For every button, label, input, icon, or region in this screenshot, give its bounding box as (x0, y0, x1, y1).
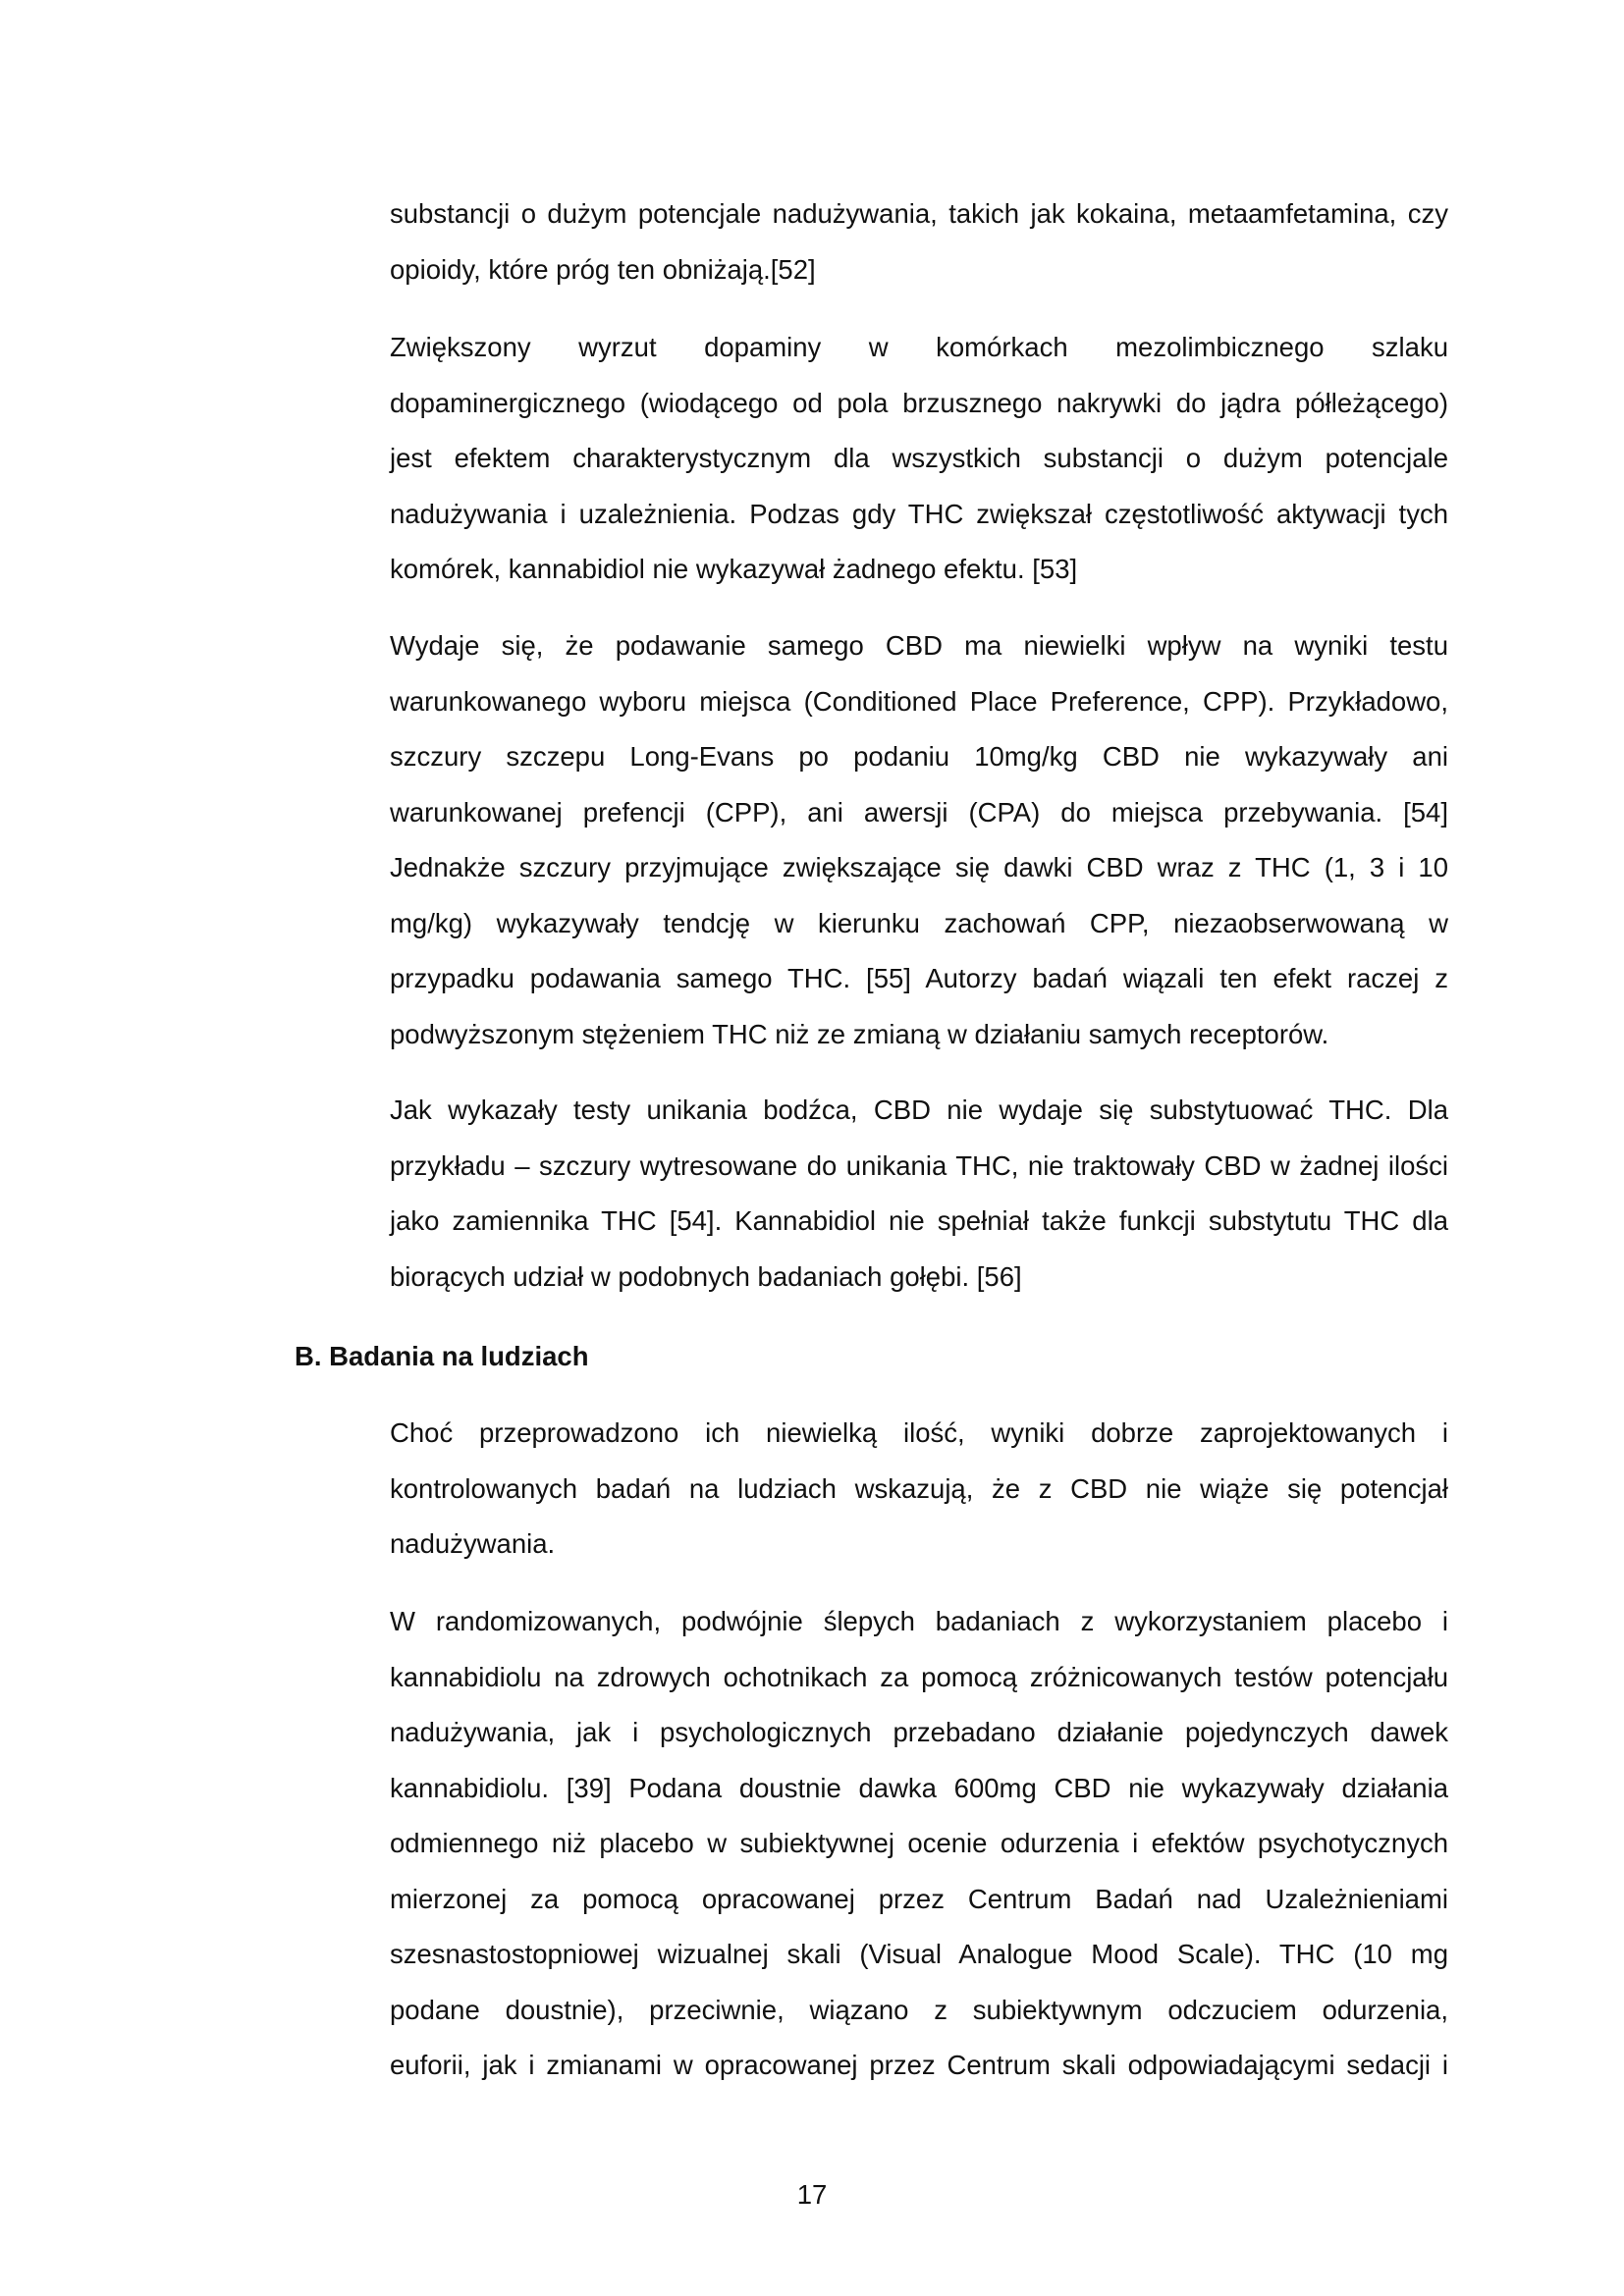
text-line: podane doustnie), przeciwnie, wiązano z subiektywnym odczuciem odurzenia, (390, 1994, 1448, 2025)
text-line: nadużywania, jak i psychologicznych przebadano działanie pojedynczych dawek (390, 1717, 1448, 1747)
text-line: mierzonej za pomocą opracowanej przez Centrum Badań nad Uzależnieniami (390, 1883, 1448, 1914)
text-line: podwyższonym stężeniem THC niż ze zmianą w działaniu samych receptorów. (390, 1018, 1329, 1049)
text-line: biorących udział w podobnych badaniach gołębi. [56] (390, 1260, 1022, 1292)
text-line: szesnastostopniowej wizualnej skali (Visual Analogue Mood Scale). THC (10 mg (390, 1939, 1448, 1969)
text-line: jest efektem charakterystycznym dla wszystkich substancji o dużym potencjale (390, 443, 1448, 473)
text-line: nadużywania i uzależnienia. Podzas gdy THC zwiększał częstotliwość aktywacji tych (390, 498, 1448, 529)
paragraph-randomized-trials (390, 1594, 1448, 2094)
text-line: jako zamiennika THC [54]. Kannabidiol nie spełniał także funkcji substytutu THC dla (390, 1205, 1448, 1236)
paragraph-avoidance (390, 1083, 1448, 1305)
text-line: szczury szczepu Long-Evans po podaniu 10mg/kg CBD nie wykazywały ani (390, 741, 1448, 772)
text-line: mg/kg) wykazywały tendcję w kierunku zachowań CPP, niezaobserwowaną w (390, 907, 1448, 938)
text-line: kannabidiolu na zdrowych ochotnikach za pomocą zróżnicowanych testów potencjału (390, 1661, 1448, 1692)
text-line: Jak wykazały testy unikania bodźca, CBD nie wydaje się substytuować THC. Dla (390, 1095, 1448, 1125)
text-line: przykładu – szczury wytresowane do unikania THC, nie traktowały CBD w żadnej ilości (390, 1149, 1448, 1181)
text-line: dopaminergicznego (wiodącego od pola brzusznego nakrywki do jądra półleżącego) (390, 387, 1448, 418)
text-line: Choć przeprowadzono ich niewielką ilość, wyniki dobrze zaprojektowanych i (390, 1417, 1448, 1448)
text-line: kontrolowanych badań na ludziach wskazują, że z CBD nie wiąże się potencjał (390, 1472, 1448, 1504)
text-line: W randomizowanych, podwójnie ślepych badaniach z wykorzystaniem placebo i (390, 1606, 1448, 1636)
text-line: nadużywania. (390, 1528, 556, 1559)
text-line: warunkowanego wyboru miejsca (Conditioned Place Preference, CPP). Przykładowo, (390, 685, 1448, 717)
section-heading: B. Badania na ludziach (295, 1341, 589, 1371)
paragraph-abuse-threshold (390, 187, 1448, 297)
text-line: odmiennego niż placebo w subiektywnej ocenie odurzenia i efektów psychotycznych (390, 1828, 1448, 1858)
text-line: euforii, jak i zmianami w opracowanej przez Centrum skali odpowiadającymi sedacji i (390, 2050, 1448, 2080)
text-line: Wydaje się, że podawanie samego CBD ma niewielki wpływ na wyniki testu (390, 630, 1448, 661)
page-number: 17 (796, 2179, 828, 2210)
paragraph-cpp (390, 618, 1448, 1062)
text-line: Zwiększony wyrzut dopaminy w komórkach mezolimbicznego szlaku (390, 332, 1448, 362)
paragraph-human-studies-intro (390, 1406, 1448, 1573)
text-line: kannabidiolu. [39] Podana doustnie dawka 600mg CBD nie wykazywały działania (390, 1772, 1448, 1803)
text-line: Jednakże szczury przyjmujące zwiększające się dawki CBD wraz z THC (1, 3 i 10 (390, 852, 1448, 882)
text-line: przypadku podawania samego THC. [55] Autorzy badań wiązali ten efekt raczej z (390, 963, 1448, 993)
text-line: opioidy, które próg ten obniżają.[52] (390, 253, 816, 285)
text-line: warunkowanej prefencji (CPP), ani awersji (CPA) do miejsca przebywania. [54] (390, 796, 1448, 828)
paragraph-dopamine (390, 320, 1448, 598)
text-line: komórek, kannabidiol nie wykazywał żadnego efektu. [53] (390, 554, 1078, 584)
text-line: substancji o dużym potencjale nadużywania, takich jak kokaina, metaamfetamina, czy (390, 198, 1448, 229)
